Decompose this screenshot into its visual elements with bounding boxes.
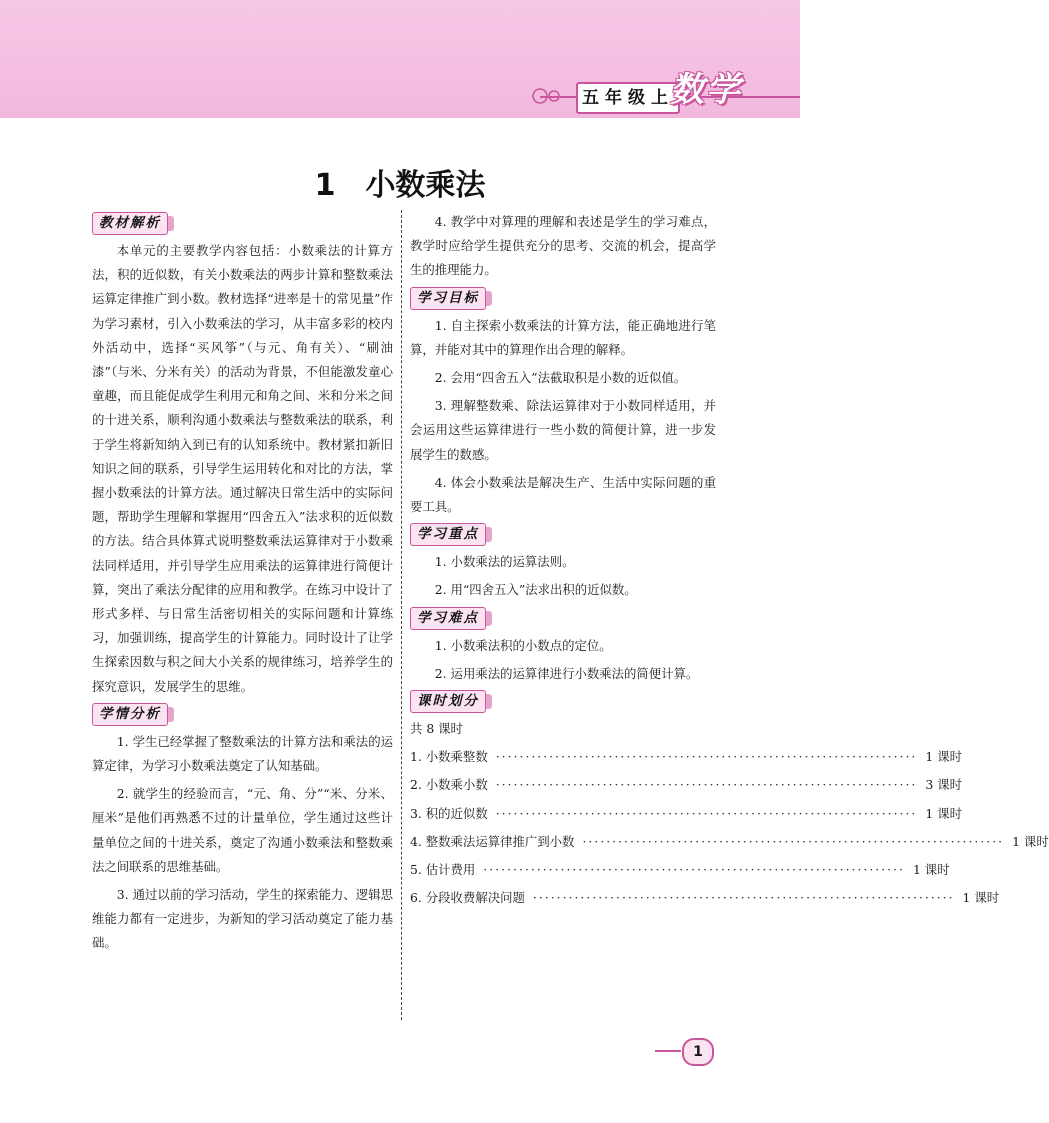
subject-label: 数学 [670, 70, 742, 110]
schedule-row [410, 886, 1000, 910]
schedule-row-hours: 1 课时 [962, 890, 1000, 906]
goals-item: 2. 会用“四舍五入”法截取积是小数的近似值。 [434, 370, 687, 386]
schedule-row-hours: 3 课时 [925, 777, 962, 793]
leader-dots: ······································································· [532, 890, 955, 906]
schedule-row [410, 745, 962, 769]
goals-item: 3. 理解整数乘、除法运算律对于小数同样适用，并会运用这些运算律进行一些小数的简便计算，进一步发展学生的数感。 [410, 398, 716, 462]
key-point-item: 1. 小数乘法的运算法则。 [434, 554, 575, 570]
schedule-row-name: 5. 估计费用 [410, 862, 476, 878]
page-number: 1 [682, 1038, 714, 1066]
chapter-title: 小数乘法 [365, 168, 486, 203]
schedule-row-name: 6. 分段收费解决问题 [410, 890, 525, 906]
column-divider [401, 210, 403, 1020]
difficulty-item: 1. 小数乘法积的小数点的定位。 [434, 637, 612, 653]
schedule-row-name: 2. 小数乘小数 [410, 777, 488, 793]
grade-label: 五年级上 [576, 82, 680, 114]
decor-circles-icon [520, 80, 580, 114]
leader-dots: ······································································· [495, 777, 918, 793]
section-heading-goals: 学习目标 [410, 287, 486, 310]
students-item: 1. 学生已经掌握了整数乘法的计算方法和乘法的运算定律，为学习小数乘法奠定了认知基础。 [92, 733, 393, 774]
page-title [0, 160, 800, 204]
schedule-total: 共 8 课时 [410, 721, 463, 737]
section-heading-textbook: 教材解析 [92, 212, 168, 235]
key-point-item: 2. 用“四舍五入”法求出积的近似数。 [434, 582, 637, 598]
schedule-row-hours: 1 课时 [925, 749, 962, 765]
difficulty-item: 2. 运用乘法的运算律进行小数乘法的简便计算。 [434, 665, 699, 681]
schedule-row-hours: 1 课时 [1012, 833, 1049, 849]
header-band [0, 0, 800, 118]
schedule-row-name: 4. 整数乘法运算律推广到小数 [410, 833, 575, 849]
textbook-paragraph: 本单元的主要教学内容包括：小数乘法的计算方法，积的近似数，有关小数乘法的两步计算和整数乘法运算定律推广到小数。教材选择“进率是十的常见量”作为学习素材，引入小数乘法的学习，从丰富多彩的校内外活动中，选择“买风筝”（与元、角有关）、“刷油漆”（与米、分米有关）的活动为背景，不但能激发童心童趣，而且能促成学生利用元和角之间、米和分米之间的十进关系，顺利沟通小数乘法与整数乘法的联系，利于学生将新知纳入到已有的认知系统中。教材紧扣新旧知识之间的联系，引导学生运用转化和对比的方法，掌握小数乘法的计算方法。通过解决日常生活中的实际问题，帮助学生理解和掌握用“四舍五入”法求积的近似数的方法。结合具体算式说明整数乘法运算律对于小数乘法同样适用，并引导学生应用乘法的运算律进行简便计算，突出了乘法分配律的应用和教学。在练习中设计了形式多样、与日常生活密切相关的实际问题和计算练习，加强训练，提高学生的计算能力。同时设计了让学生探索因数与积之间大小关系的规律练习，培养学生的探究意识，发展学生的思维。 [92, 243, 393, 694]
schedule-row [410, 858, 950, 882]
page-number-rule [655, 1050, 681, 1052]
left-column [92, 210, 393, 956]
schedule-row-hours: 1 课时 [925, 805, 962, 821]
leader-dots: ······································································· [495, 805, 918, 821]
schedule-row [410, 773, 962, 797]
schedule-row-name: 3. 积的近似数 [410, 805, 488, 821]
leader-dots: ······································································· [495, 749, 918, 765]
schedule-row-hours: 1 课时 [912, 862, 950, 878]
schedule-row [410, 802, 962, 826]
schedule-row-name: 1. 小数乘整数 [410, 749, 488, 765]
goals-item: 1. 自主探索小数乘法的计算方法，能正确地进行笔算，并能对其中的算理作出合理的解释。 [410, 317, 716, 357]
leader-dots: ······································································· [483, 862, 905, 878]
goals-item: 4. 体会小数乘法是解决生产、生活中实际问题的重要工具。 [410, 474, 716, 515]
students-item: 2. 就学生的经验而言，“元、角、分”“米、分米、厘米”是他们再熟悉不过的计量单位，学生通过这些计量单位之间的十进关系，奠定了沟通小数乘法和整数乘法之间联系的思维基础。 [92, 786, 393, 874]
section-heading-students: 学情分析 [92, 703, 168, 726]
leader-dots: ······································································· [582, 833, 1005, 849]
right-column [410, 210, 1049, 910]
schedule-row [410, 830, 1049, 854]
students-item: 4. 教学中对算理的理解和表述是学生的学习难点，教学时应给学生提供充分的思考、交流的机会，提高学生的推理能力。 [410, 214, 716, 278]
section-heading-key-points: 学习重点 [410, 523, 486, 546]
chapter-number: 1 [314, 168, 336, 203]
section-heading-difficulties: 学习难点 [410, 607, 486, 630]
students-item: 3. 通过以前的学习活动，学生的探索能力、逻辑思维能力都有一定进步，为新知的学习活动奠定了能力基础。 [92, 887, 393, 951]
section-heading-schedule: 课时划分 [410, 690, 486, 713]
